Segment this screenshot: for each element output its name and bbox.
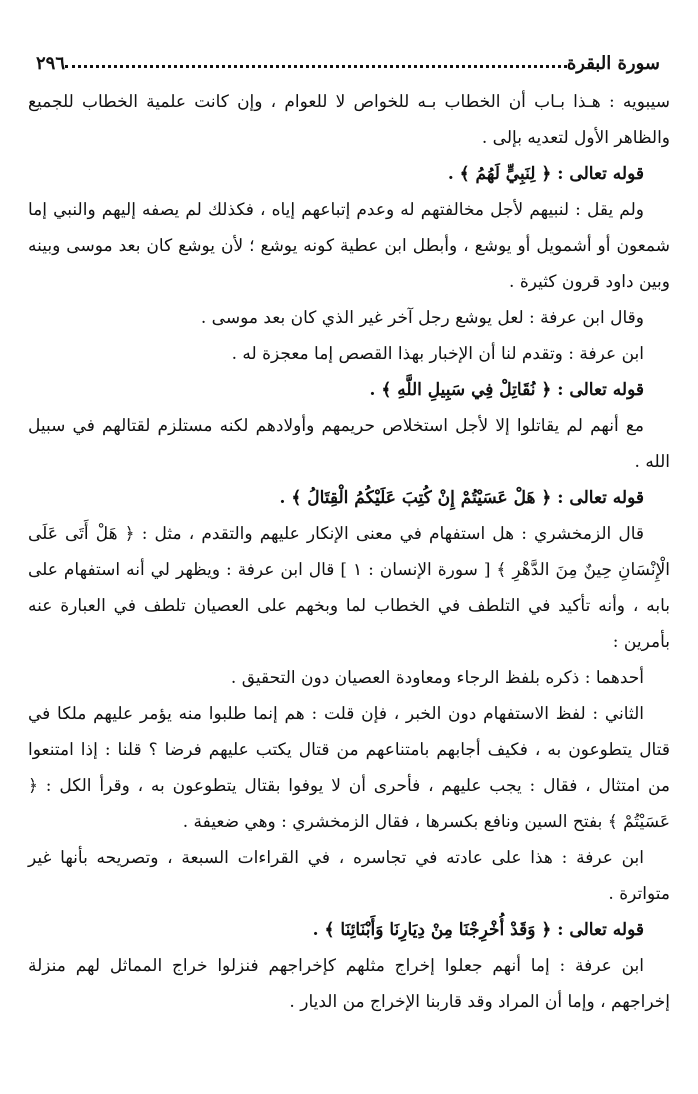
paragraph: مع أنهم لم يقاتلوا إلا لأجل استخلاص حريمهم وأولادهم لكنه مستلزم لقتالهم في سبيل الله . bbox=[28, 416, 670, 472]
paragraph: الثاني : لفظ الاستفهام دون الخبر ، فإن قلت : هم إنما طلبوا منه يؤمر عليهم ملكا في قتال يتطوعون به ، فكيف أجابهم بامتناعهم من قتال يكتب عليهم فرضا ؟ قلنا : إذا امتنعوا من امتثال ، فقال : يجب عليهم ، فأحرى أن لا يوفوا بقتال يتطوعون به ، وقرأ الكل : ﴿ عَسَيْتُمْ ﴾ بفتح السين ونافع بكسرها ، فقال الزمخشري : وهي ضعيفة . bbox=[28, 704, 670, 832]
paragraph: وقال ابن عرفة : لعل يوشع رجل آخر غير الذي كان بعد موسى . bbox=[200, 308, 644, 328]
verse-heading: قوله تعالى : ﴿ وَقَدْ أُخْرِجْنَا مِنْ دِيَارِنَا وَأَبْنَائِنَا ﴾ . bbox=[312, 920, 644, 940]
paragraph: أحدهما : ذكره بلفظ الرجاء ومعاودة العصيان دون التحقيق . bbox=[230, 668, 644, 688]
paragraph: سيبويه : هـذا بـاب أن الخطاب بـه للخواص لا للعوام ، وإن كانت علمية الخطاب للجميع والظاهر الأول لتعديه بإلى . bbox=[28, 92, 670, 148]
paragraph: ابن عرفة : هذا على عادته في تجاسره ، في القراءات السبعة ، وتصريحه بأنها غير متواترة . bbox=[28, 848, 670, 904]
header-dotted-rule bbox=[65, 65, 567, 68]
paragraph: قال الزمخشري : هل استفهام في معنى الإنكار عليهم والتقدم ، مثل : ﴿ هَلْ أَتَى عَلَى الْإِنْسَانِ حِينٌ مِنَ الدَّهْرِ ﴾ [ سورة الإنسان : ١ ] قال ابن عرفة : ويظهر لي أنه استفهام على بابه ، وأنه تأكيد في التلطف في الخطاب لما وبخهم على العصيان تلطف في العبارة عنه بأمرين : bbox=[28, 524, 670, 652]
paragraph: ابن عرفة : وتقدم لنا أن الإخبار بهذا القصص إما معجزة له . bbox=[231, 344, 644, 364]
book-page bbox=[28, 40, 670, 1074]
verse-heading: قوله تعالى : ﴿ هَلْ عَسَيْتُمْ إِنْ كُتِبَ عَلَيْكُمُ الْقِتَالُ ﴾ . bbox=[279, 488, 644, 508]
surah-title: سورة البقرة bbox=[566, 53, 660, 74]
running-header bbox=[28, 40, 670, 74]
paragraph: ولم يقل : لنبيهم لأجل مخالفتهم له وعدم إتباعهم إياه ، فكذلك لم يصفه إليهم والنبي إما شمعون أو أشمويل أو يوشع ، وأبطل ابن عطية كونه يوشع ؛ لأن يوشع كان بعد موسى وبينه وبين داود قرون كثيرة . bbox=[28, 200, 670, 292]
paragraph: ابن عرفة : إما أنهم جعلوا إخراج مثلهم كإخراجهم فنزلوا خراج المماثل لهم منزلة إخراجهم ، وإما أن المراد وقد قاربنا الإخراج من الديار . bbox=[28, 956, 670, 1012]
verse-heading: قوله تعالى : ﴿ لِنَبِيٍّ لَهُمُ ﴾ . bbox=[447, 164, 644, 184]
page-number: ٢٩٦ bbox=[36, 53, 66, 74]
verse-heading: قوله تعالى : ﴿ نُقَاتِلْ فِي سَبِيلِ اللَّهِ ﴾ . bbox=[369, 380, 644, 400]
page-body bbox=[28, 84, 670, 1020]
